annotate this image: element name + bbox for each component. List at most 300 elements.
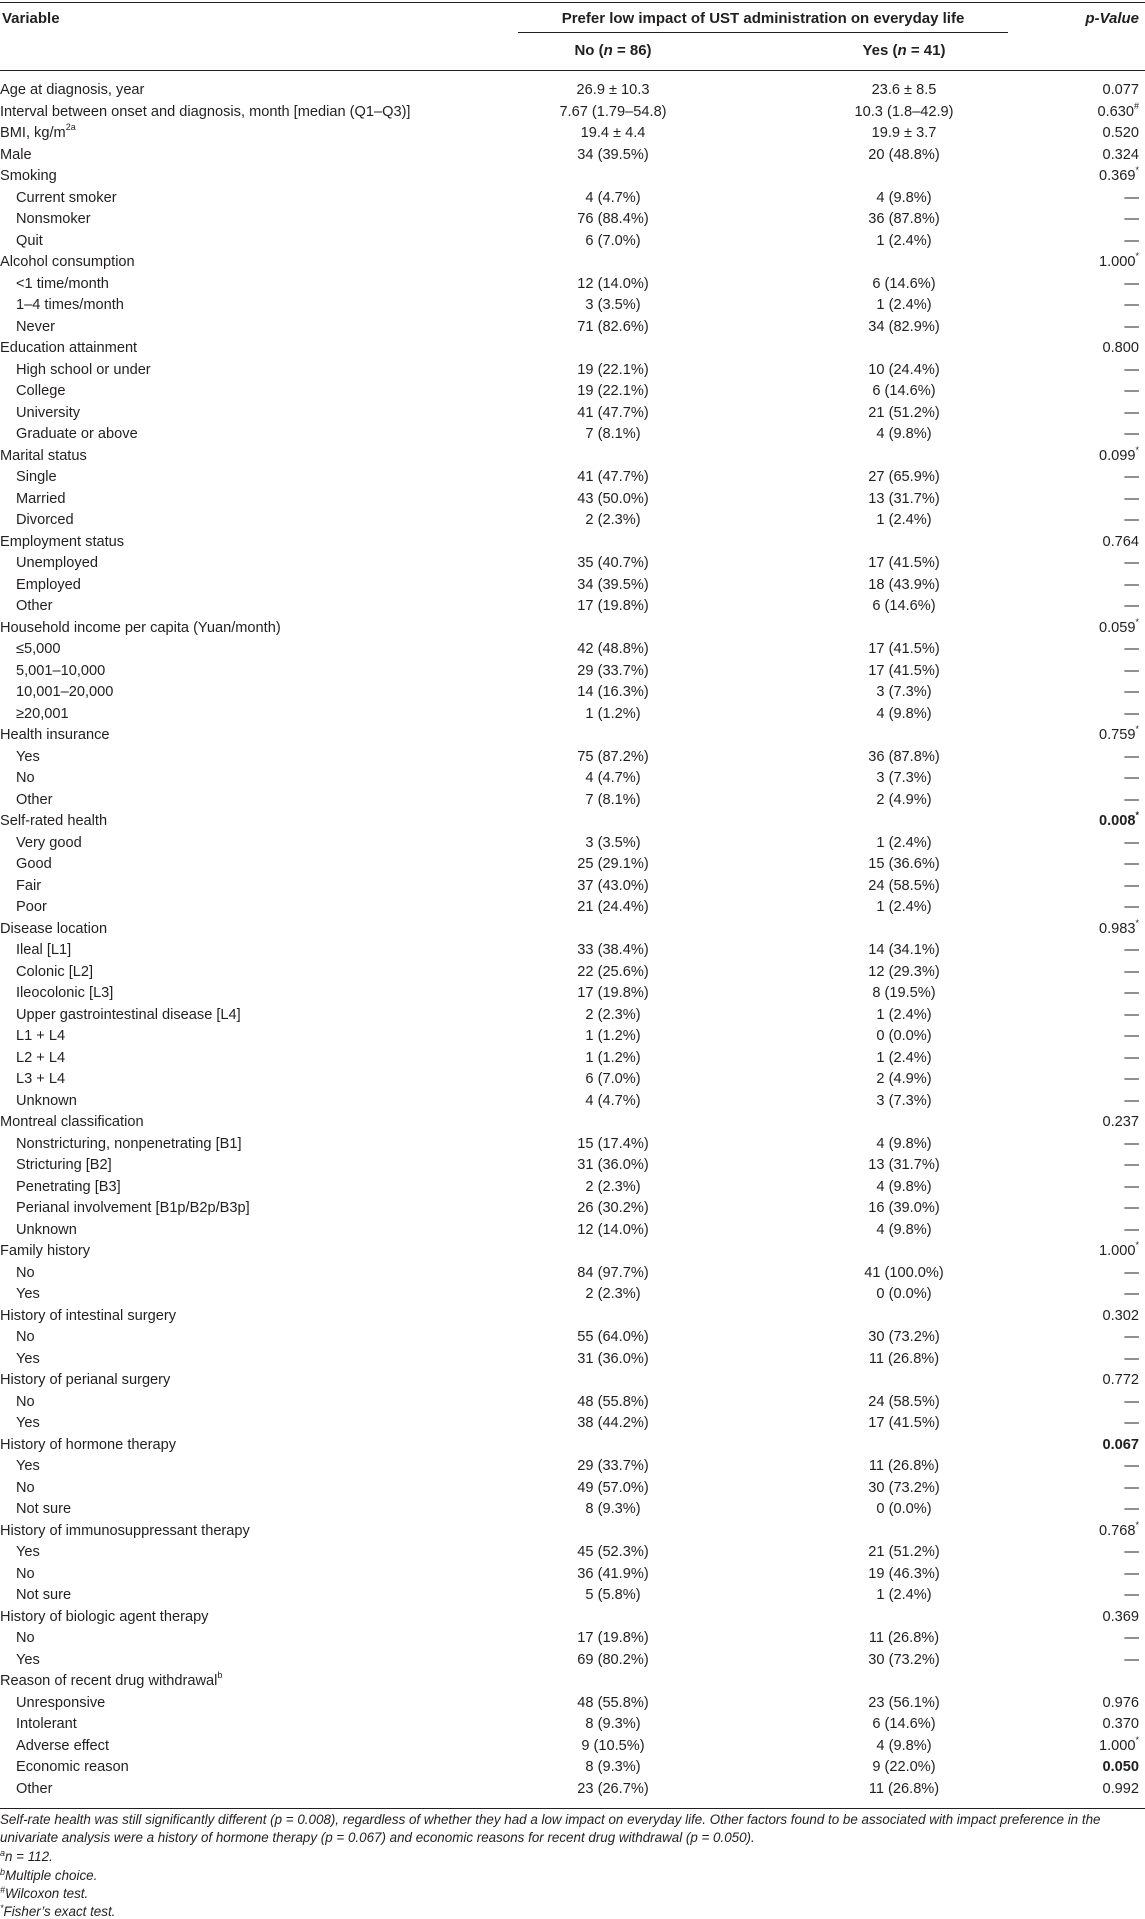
row-pvalue-text: 0.302 (1102, 1307, 1139, 1324)
row-variable-text: BMI, kg/m (0, 125, 66, 141)
row-pvalue-text: — (1124, 1264, 1139, 1281)
row-variable (16, 1650, 40, 1672)
row-pvalue (1102, 123, 1139, 145)
row-pvalue (1102, 1607, 1139, 1629)
row-pvalue (1099, 166, 1139, 188)
row-pvalue-text: — (1124, 576, 1139, 593)
table-row (0, 1564, 1145, 1586)
table-row (0, 295, 1145, 317)
row-pvalue (1099, 446, 1139, 468)
row-no-value: 5 (5.8%) (585, 1587, 641, 1603)
row-pvalue (1124, 209, 1139, 231)
row-variable-text: No (16, 1565, 35, 1582)
row-no-value: 8 (9.3%) (585, 1501, 641, 1517)
row-pvalue-text: — (1124, 404, 1139, 421)
row-pvalue-text: — (1124, 770, 1139, 786)
row-variable-text: ≥20,001 (16, 705, 69, 722)
row-no-value: 34 (39.5%) (577, 576, 649, 593)
row-no-value: 1 (1.2%) (585, 1049, 641, 1066)
row-no-value: 4 (4.7%) (585, 1092, 641, 1109)
row-yes-value: 3 (7.3%) (876, 770, 932, 786)
row-pvalue (1124, 768, 1139, 790)
table-row (0, 467, 1145, 489)
row-no-value: 17 (19.8%) (577, 598, 649, 614)
row-variable-text: 10,001–20,000 (16, 684, 114, 700)
row-no-value: 45 (52.3%) (577, 1544, 649, 1560)
row-variable-text: Very good (16, 834, 82, 851)
table-row (0, 403, 1145, 425)
row-variable (16, 1005, 241, 1027)
table-row (0, 1349, 1145, 1371)
footnote-star-text: Fisher’s exact test. (3, 1904, 116, 1919)
row-pvalue-sup: # (1133, 100, 1139, 111)
table-row (0, 661, 1145, 683)
row-pvalue (1102, 1693, 1139, 1715)
row-pvalue (1124, 1456, 1139, 1478)
row-variable-text: ≤5,000 (16, 641, 61, 657)
row-yes-value: 10.3 (1.8–42.9) (854, 103, 954, 120)
row-pvalue (1124, 962, 1139, 984)
row-variable (0, 123, 76, 145)
row-pvalue-text: — (1124, 1135, 1139, 1152)
row-no-value: 43 (50.0%) (577, 490, 649, 507)
row-variable (16, 1327, 35, 1349)
row-yes-value: 21 (51.2%) (868, 404, 940, 421)
row-pvalue-text: — (1124, 684, 1139, 700)
row-yes-value: 18 (43.9%) (868, 576, 940, 593)
row-pvalue (1124, 360, 1139, 382)
row-pvalue (1124, 1542, 1139, 1564)
row-variable-text: Marital status (0, 447, 87, 464)
row-yes-value: 34 (82.9%) (868, 318, 940, 335)
row-yes-value: 1 (2.4%) (876, 1006, 932, 1023)
row-pvalue-sup: * (1135, 1519, 1139, 1530)
table-row (0, 532, 1145, 554)
row-pvalue-text: 0.520 (1102, 125, 1139, 141)
row-pvalue (1124, 596, 1139, 618)
row-variable (16, 682, 113, 704)
row-pvalue (1124, 188, 1139, 210)
row-no-value: 21 (24.4%) (577, 899, 649, 915)
row-pvalue-text: 0.759 (1098, 727, 1136, 743)
header-yes-label: Yes ( (862, 42, 898, 59)
table-row (0, 317, 1145, 339)
footnote-a (0, 1849, 53, 1864)
row-yes-value: 1 (2.4%) (876, 899, 932, 915)
row-variable (16, 639, 61, 661)
row-pvalue-text: — (1124, 1651, 1139, 1668)
table-row (0, 1478, 1145, 1500)
row-variable (16, 1048, 65, 1070)
row-variable-text: Yes (16, 1544, 40, 1560)
row-variable-text: Ileal [L1] (16, 942, 72, 958)
table-row (0, 704, 1145, 726)
row-yes-value: 4 (9.8%) (876, 705, 932, 722)
row-pvalue (1124, 274, 1139, 296)
table-row (0, 123, 1145, 145)
footnote-note2: univariate analysis were a history of hormone therapy (p = 0.067) and economic reasons for recent drug withdrawal (p = 0.050). (0, 1830, 755, 1845)
row-no-value: 41 (47.7%) (577, 404, 649, 421)
row-variable (16, 661, 105, 683)
row-variable-text: Alcohol consumption (0, 254, 135, 270)
row-variable (16, 596, 53, 618)
row-pvalue-text: — (1124, 1587, 1139, 1603)
row-variable (16, 1263, 35, 1285)
row-variable-text: Not sure (16, 1501, 72, 1517)
row-variable (16, 467, 57, 489)
row-pvalue (1124, 1005, 1139, 1027)
row-yes-value: 11 (26.8%) (868, 1350, 940, 1367)
row-pvalue (1124, 704, 1139, 726)
row-yes-value: 1 (2.4%) (876, 834, 932, 851)
row-pvalue-text: — (1124, 963, 1139, 980)
table-row (0, 1306, 1145, 1328)
row-yes-value: 21 (51.2%) (868, 1544, 940, 1560)
row-yes-value: 1 (2.4%) (876, 1049, 932, 1066)
table-row (0, 1779, 1145, 1801)
table-row (0, 725, 1145, 747)
row-variable (16, 209, 91, 231)
row-pvalue (1124, 1134, 1139, 1156)
row-pvalue (1124, 381, 1139, 403)
row-yes-value: 13 (31.7%) (868, 1157, 940, 1173)
row-variable (0, 338, 137, 360)
row-variable (16, 360, 151, 382)
row-pvalue-sup: * (1135, 165, 1139, 175)
table-body (0, 80, 1145, 1800)
row-variable (16, 1155, 112, 1177)
row-no-value: 7 (8.1%) (585, 791, 641, 808)
row-pvalue (1124, 1564, 1139, 1586)
row-variable-text: Yes (16, 1458, 40, 1474)
table-row (0, 338, 1145, 360)
row-pvalue-text: 1.000 (1098, 1737, 1136, 1754)
table-row (0, 1714, 1145, 1736)
row-variable-text: Interval between onset and diagnosis, month [median (Q1–Q3)] (0, 103, 411, 120)
row-pvalue-text: — (1124, 1479, 1139, 1496)
table-row (0, 1263, 1145, 1285)
row-pvalue (1124, 1585, 1139, 1607)
row-no-value: 1 (1.2%) (585, 1028, 641, 1044)
row-variable-text: <1 time/month (16, 275, 109, 292)
row-pvalue (1124, 1026, 1139, 1048)
row-yes-value: 15 (36.6%) (868, 856, 940, 872)
row-no-value: 2 (2.3%) (585, 512, 641, 528)
row-variable-text: Yes (16, 748, 40, 765)
row-yes-value: 2 (4.9%) (876, 791, 932, 808)
row-variable (16, 962, 93, 984)
row-pvalue (1124, 1155, 1139, 1177)
row-no-value: 35 (40.7%) (577, 555, 649, 571)
row-pvalue-text: — (1124, 942, 1139, 958)
row-pvalue-sup: * (1135, 444, 1139, 455)
row-yes-value: 4 (9.8%) (876, 1178, 932, 1195)
row-no-value: 2 (2.3%) (585, 1006, 641, 1023)
row-pvalue-text: — (1124, 1415, 1139, 1431)
row-pvalue-text: — (1124, 189, 1139, 206)
row-variable (0, 80, 144, 102)
row-pvalue-text: — (1124, 490, 1139, 507)
row-no-value: 12 (14.0%) (577, 1221, 649, 1238)
row-variable (16, 1714, 77, 1736)
row-yes-value: 1 (2.4%) (876, 232, 932, 249)
group-rule (518, 32, 1008, 33)
table-row (0, 811, 1145, 833)
row-pvalue-sup: * (1135, 1734, 1139, 1745)
row-variable-text: Good (16, 856, 52, 872)
row-yes-value: 11 (26.8%) (868, 1458, 940, 1474)
row-variable (16, 231, 43, 253)
row-variable-text: Yes (16, 1651, 40, 1668)
row-pvalue-text: — (1124, 383, 1139, 399)
row-variable (16, 489, 65, 511)
row-no-value: 55 (64.0%) (577, 1329, 649, 1345)
row-variable-text: Employment status (0, 533, 125, 550)
row-pvalue (1124, 1263, 1139, 1285)
row-no-value: 36 (41.9%) (577, 1565, 649, 1582)
row-variable-text: History of perianal surgery (0, 1372, 171, 1388)
row-pvalue-text: 0.768 (1098, 1522, 1136, 1539)
row-pvalue-text: — (1124, 1028, 1139, 1044)
row-pvalue (1124, 575, 1139, 597)
row-pvalue-text: — (1124, 641, 1139, 657)
row-variable-text: Fair (16, 877, 42, 894)
row-pvalue-text: — (1124, 1286, 1139, 1302)
footnote-hash-text: Wilcoxon test. (5, 1886, 89, 1901)
row-yes-value: 17 (41.5%) (868, 641, 940, 657)
row-variable-text: Employed (16, 576, 81, 593)
row-no-value: 31 (36.0%) (577, 1350, 649, 1367)
row-no-value: 4 (4.7%) (585, 770, 641, 786)
row-no-value: 22 (25.6%) (577, 963, 649, 980)
row-variable (16, 1757, 129, 1779)
row-no-value: 26 (30.2%) (577, 1200, 649, 1216)
row-variable (0, 1671, 222, 1693)
footnote-note1: Self-rate health was still significantly different (p = 0.008), regardless of whether they had a low impact on everyday life. Other factors found to be associated with impact preference in the (0, 1812, 1101, 1827)
row-pvalue-text: — (1124, 1157, 1139, 1173)
row-variable (16, 1478, 35, 1500)
table-row (0, 424, 1145, 446)
row-pvalue (1124, 1177, 1139, 1199)
row-pvalue-text: 0.630 (1097, 103, 1134, 120)
row-pvalue-text: 1.000 (1098, 254, 1136, 270)
row-yes-value: 6 (14.6%) (872, 1716, 936, 1732)
row-pvalue-sup: * (1135, 810, 1139, 820)
row-variable (16, 1779, 53, 1801)
row-variable (0, 725, 110, 747)
row-variable-text: Married (16, 490, 66, 507)
table-row (0, 1628, 1145, 1650)
table-row (0, 897, 1145, 919)
row-variable (0, 1607, 208, 1629)
row-no-value: 2 (2.3%) (585, 1286, 641, 1302)
row-pvalue-sup: * (1135, 724, 1139, 734)
row-no-value: 75 (87.2%) (577, 748, 649, 765)
row-variable (16, 1499, 71, 1521)
table-row (0, 940, 1145, 962)
row-pvalue (1124, 1392, 1139, 1414)
row-variable (0, 102, 411, 124)
header-variable: Variable (2, 10, 60, 27)
row-variable (16, 897, 47, 919)
row-pvalue-text: — (1124, 211, 1139, 227)
row-variable (16, 1585, 71, 1607)
header-yes-val: = 41) (906, 42, 946, 59)
row-pvalue-text: — (1124, 361, 1139, 378)
row-variable-text: Stricturing [B2] (16, 1157, 112, 1173)
row-yes-value: 11 (26.8%) (868, 1780, 940, 1797)
row-variable-text: 5,001–10,000 (16, 662, 106, 679)
row-no-value: 1 (1.2%) (585, 705, 641, 722)
table-row (0, 1177, 1145, 1199)
table-row (0, 102, 1145, 124)
row-pvalue (1124, 682, 1139, 704)
row-pvalue (1124, 231, 1139, 253)
row-pvalue (1102, 338, 1139, 360)
row-variable (16, 403, 80, 425)
row-variable (0, 1306, 176, 1328)
table-row (0, 209, 1145, 231)
row-variable-text: Other (16, 598, 53, 614)
row-variable-text: Economic reason (16, 1759, 129, 1775)
row-pvalue (1102, 1435, 1139, 1457)
row-pvalue-sup: * (1135, 616, 1139, 627)
row-pvalue (1124, 317, 1139, 339)
row-pvalue-text: 0.008 (1098, 813, 1136, 829)
row-yes-value: 30 (73.2%) (868, 1329, 940, 1345)
row-yes-value: 4 (9.8%) (876, 1221, 932, 1238)
row-pvalue-text: — (1124, 834, 1139, 851)
row-yes-value: 3 (7.3%) (876, 684, 932, 700)
row-no-value: 31 (36.0%) (577, 1157, 649, 1173)
row-pvalue (1124, 983, 1139, 1005)
row-variable (16, 295, 124, 317)
row-pvalue (1102, 1714, 1139, 1736)
row-variable-text: L1 + L4 (16, 1028, 66, 1044)
row-variable (0, 1435, 176, 1457)
header-no (513, 42, 713, 59)
row-pvalue (1099, 252, 1139, 274)
table-row (0, 1241, 1145, 1263)
row-no-value: 8 (9.3%) (585, 1716, 641, 1732)
table-row (0, 1499, 1145, 1521)
row-pvalue (1099, 725, 1139, 747)
row-variable-text: Single (16, 469, 57, 485)
row-yes-value: 24 (58.5%) (868, 877, 940, 894)
row-variable-text: No (16, 1393, 35, 1410)
row-variable (0, 919, 107, 941)
table-row (0, 489, 1145, 511)
row-variable-text: History of biologic agent therapy (0, 1608, 209, 1625)
row-pvalue (1124, 1069, 1139, 1091)
row-pvalue-text: 0.099 (1098, 447, 1136, 464)
row-yes-value: 1 (2.4%) (876, 1587, 932, 1603)
row-pvalue-text: 0.976 (1102, 1694, 1139, 1711)
row-pvalue (1099, 811, 1139, 833)
header-pvalue (1085, 10, 1139, 27)
row-variable-text: Reason of recent drug withdrawal (0, 1673, 218, 1689)
row-pvalue (1124, 747, 1139, 769)
row-pvalue (1124, 1091, 1139, 1113)
footnote-b-mark: b (0, 1867, 6, 1877)
row-variable (16, 1456, 40, 1478)
row-variable-text: Intolerant (16, 1716, 77, 1732)
row-yes-value: 2 (4.9%) (876, 1071, 932, 1087)
row-pvalue (1124, 833, 1139, 855)
row-yes-value: 36 (87.8%) (868, 748, 940, 765)
row-pvalue-text: 0.772 (1102, 1372, 1139, 1388)
table-row (0, 252, 1145, 274)
footnote-hash-mark: # (0, 1885, 6, 1895)
row-variable-text: Family history (0, 1243, 91, 1259)
row-variable (0, 1241, 90, 1263)
row-pvalue (1124, 1198, 1139, 1220)
row-variable (0, 618, 281, 640)
row-pvalue-text: — (1124, 1350, 1139, 1367)
row-pvalue-text: — (1124, 297, 1139, 313)
row-no-value: 49 (57.0%) (577, 1479, 649, 1496)
table-row (0, 1112, 1145, 1134)
row-variable (16, 876, 41, 898)
header-no-n: n (603, 42, 613, 59)
row-variable-text: No (16, 1264, 35, 1281)
table-row (0, 983, 1145, 1005)
row-pvalue-text: — (1124, 1006, 1139, 1023)
row-variable-text: Unresponsive (16, 1694, 106, 1711)
row-pvalue (1124, 661, 1139, 683)
bottom-rule (0, 1808, 1145, 1809)
row-pvalue-text: 0.370 (1102, 1716, 1139, 1732)
table-row (0, 790, 1145, 812)
table-row (0, 1456, 1145, 1478)
row-no-value: 6 (7.0%) (585, 232, 641, 249)
row-variable-text: Current smoker (16, 189, 117, 206)
row-pvalue-text: — (1124, 1221, 1139, 1238)
row-pvalue-text: — (1124, 598, 1139, 614)
row-pvalue (1124, 1650, 1139, 1672)
row-variable-text: College (16, 383, 66, 399)
row-no-value: 37 (43.0%) (577, 877, 649, 894)
row-variable-text: 1–4 times/month (16, 297, 124, 313)
row-variable-text: Unknown (16, 1092, 77, 1109)
row-no-value: 17 (19.8%) (577, 1630, 649, 1646)
row-no-value: 4 (4.7%) (585, 189, 641, 206)
row-pvalue-sup: * (1135, 251, 1139, 261)
row-variable-text: History of immunosuppressant therapy (0, 1522, 250, 1539)
row-variable-text: Upper gastrointestinal disease [L4] (16, 1006, 241, 1023)
row-variable-text: Other (16, 1780, 53, 1797)
row-pvalue (1099, 1736, 1139, 1758)
header-group: Prefer low impact of UST administration on everyday life (561, 10, 965, 27)
row-pvalue-text: 0.324 (1102, 146, 1139, 163)
header-no-label: No ( (574, 42, 604, 59)
table-row (0, 446, 1145, 468)
row-pvalue-sup: * (1135, 1240, 1139, 1250)
row-pvalue (1124, 295, 1139, 317)
table-row (0, 854, 1145, 876)
row-yes-value: 11 (26.8%) (868, 1630, 940, 1646)
row-pvalue (1124, 854, 1139, 876)
row-variable-text: Perianal involvement [B1p/B2p/B3p] (16, 1200, 250, 1216)
row-variable (0, 1112, 144, 1134)
table-row (0, 575, 1145, 597)
row-variable (16, 833, 82, 855)
row-pvalue-text: — (1124, 1393, 1139, 1410)
row-pvalue (1124, 403, 1139, 425)
table-row (0, 1005, 1145, 1027)
row-pvalue-text: — (1124, 512, 1139, 528)
row-variable (16, 510, 74, 532)
